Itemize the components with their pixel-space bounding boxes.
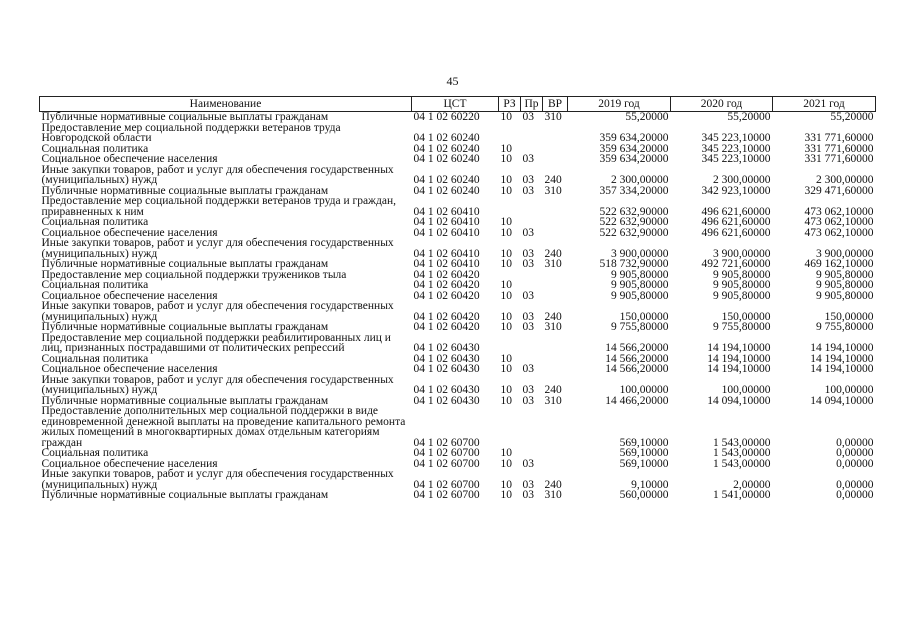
cell-2020: 14 094,10000 bbox=[707, 394, 771, 407]
cell-rz bbox=[499, 333, 521, 354]
column-header-pr: Пр bbox=[521, 97, 543, 112]
cell-name: Предоставление дополнительных мер социальной поддержки в виде единовременной денежной выплаты на проведение капитального ремонта жилых помещений в многоквартирных домах отдельным категориям граждан bbox=[41, 405, 406, 449]
cell-name: Социальная политика bbox=[41, 447, 149, 459]
cell-pr: 03 bbox=[522, 226, 534, 239]
page-number: 45 bbox=[446, 74, 459, 88]
cell-cst: 04 1 02 60420 bbox=[413, 279, 480, 291]
cell-name: Иные закупки товаров, работ и услуг для обеспечения государственных (муниципальных) нужд bbox=[41, 300, 394, 323]
cell-2021: 9 905,80000 bbox=[816, 268, 874, 281]
column-header-2019: 2019 год bbox=[568, 97, 671, 112]
cell-cst: 04 1 02 60700 bbox=[413, 478, 480, 491]
cell-2021: 331 771,60000 bbox=[804, 153, 874, 165]
cell-vr bbox=[543, 354, 568, 365]
table-row bbox=[40, 301, 876, 322]
cell-name: Социальная политика bbox=[41, 279, 149, 291]
cell-cst: 04 1 02 60700 bbox=[413, 436, 480, 449]
cell-2019: 560,00000 bbox=[619, 489, 669, 501]
cell-cst: 04 1 02 60430 bbox=[413, 363, 480, 375]
cell-name: Социальная политика bbox=[41, 352, 149, 365]
cell-2021: 9 755,80000 bbox=[816, 321, 874, 333]
cell-pr bbox=[521, 196, 543, 217]
cell-2019: 359 634,20000 bbox=[599, 132, 669, 144]
cell-rz: 10 bbox=[500, 216, 512, 228]
cell-vr bbox=[543, 196, 568, 217]
cell-2020: 14 194,10000 bbox=[707, 352, 771, 365]
cell-2019: 522 632,90000 bbox=[599, 205, 669, 218]
cell-name: Иные закупки товаров, работ и услуг для обеспечения государственных (муниципальных) нужд bbox=[41, 373, 394, 396]
cell-2021: 473 062,10000 bbox=[804, 226, 874, 239]
table-body bbox=[40, 112, 876, 501]
cell-vr: 310 bbox=[544, 184, 562, 197]
cell-cst: 04 1 02 60430 bbox=[413, 342, 480, 354]
cell-vr bbox=[543, 364, 568, 375]
cell-2021: 14 094,10000 bbox=[810, 394, 874, 407]
cell-2019: 3 900,00000 bbox=[611, 247, 669, 260]
cell-cst: 04 1 02 60240 bbox=[413, 174, 480, 186]
cell-2019: 359 634,20000 bbox=[599, 153, 669, 165]
cell-vr bbox=[543, 123, 568, 144]
cell-2020: 150,00000 bbox=[721, 310, 771, 323]
cell-2021: 0,00000 bbox=[836, 457, 874, 470]
column-header-vr: ВР bbox=[543, 97, 568, 112]
cell-2020: 9 905,80000 bbox=[713, 268, 771, 281]
cell-name: Публичные нормативные социальные выплаты гражданам bbox=[41, 321, 329, 333]
cell-2020: 492 721,60000 bbox=[701, 258, 771, 270]
cell-2020: 9 905,80000 bbox=[713, 279, 771, 291]
budget-table bbox=[39, 96, 876, 501]
cell-vr bbox=[543, 217, 568, 228]
cell-rz: 10 bbox=[500, 226, 512, 239]
cell-pr: 03 bbox=[522, 457, 534, 470]
cell-name: Публичные нормативные социальные выплаты гражданам bbox=[41, 258, 329, 270]
cell-vr bbox=[543, 270, 568, 281]
cell-vr bbox=[543, 406, 568, 448]
table-row bbox=[40, 112, 876, 123]
cell-2019: 9 905,80000 bbox=[611, 289, 669, 302]
cell-rz: 10 bbox=[500, 153, 512, 165]
cell-pr: 03 bbox=[522, 321, 534, 333]
cell-2021: 150,00000 bbox=[824, 310, 874, 323]
column-header-2021: 2021 год bbox=[773, 97, 876, 112]
cell-cst: 04 1 02 60420 bbox=[413, 310, 480, 323]
table-row bbox=[40, 238, 876, 259]
cell-vr: 310 bbox=[544, 394, 562, 407]
cell-vr: 310 bbox=[544, 258, 562, 270]
cell-cst: 04 1 02 60420 bbox=[413, 289, 480, 302]
cell-cst: 04 1 02 60410 bbox=[413, 205, 480, 218]
cell-vr: 310 bbox=[544, 489, 562, 501]
cell-2021: 14 194,10000 bbox=[810, 352, 874, 365]
cell-vr bbox=[543, 154, 568, 165]
cell-rz: 10 bbox=[500, 111, 512, 123]
table-row bbox=[40, 322, 876, 333]
cell-2021: 100,00000 bbox=[824, 384, 874, 396]
cell-cst: 04 1 02 60410 bbox=[413, 247, 480, 260]
cell-2019: 100,00000 bbox=[619, 384, 669, 396]
cell-2019: 518 732,90000 bbox=[599, 258, 669, 270]
cell-rz: 10 bbox=[500, 363, 512, 375]
cell-vr bbox=[543, 291, 568, 302]
cell-name: Публичные нормативные социальные выплаты гражданам bbox=[41, 184, 329, 197]
cell-cst: 04 1 02 60430 bbox=[413, 394, 480, 407]
cell-vr bbox=[543, 144, 568, 155]
cell-2019: 150,00000 bbox=[619, 310, 669, 323]
cell-2021: 3 900,00000 bbox=[816, 247, 874, 260]
cell-cst: 04 1 02 60430 bbox=[413, 352, 480, 365]
cell-2020: 3 900,00000 bbox=[713, 247, 771, 260]
cell-2019: 14 566,20000 bbox=[605, 352, 669, 365]
cell-name: Социальная политика bbox=[41, 142, 149, 155]
cell-2019: 55,20000 bbox=[625, 111, 669, 123]
cell-2021: 9 905,80000 bbox=[816, 289, 874, 302]
column-header-rz: РЗ bbox=[499, 97, 521, 112]
cell-name: Публичные нормативные социальные выплаты гражданам bbox=[41, 489, 329, 501]
cell-2020: 345 223,10000 bbox=[701, 132, 771, 144]
cell-2019: 522 632,90000 bbox=[599, 226, 669, 239]
column-header-cst: ЦСТ bbox=[412, 97, 499, 112]
table-row bbox=[40, 259, 876, 270]
cell-cst: 04 1 02 60240 bbox=[413, 132, 480, 144]
cell-rz bbox=[499, 406, 521, 448]
table-header-row bbox=[40, 97, 876, 112]
cell-2020: 55,20000 bbox=[727, 111, 771, 123]
cell-2020: 100,00000 bbox=[721, 384, 771, 396]
cell-cst: 04 1 02 60420 bbox=[413, 321, 480, 333]
cell-2019: 357 334,20000 bbox=[599, 184, 669, 197]
cell-name: Иные закупки товаров, работ и услуг для обеспечения государственных (муниципальных) нужд bbox=[41, 237, 394, 260]
cell-vr bbox=[543, 228, 568, 239]
cell-cst: 04 1 02 60220 bbox=[413, 111, 480, 123]
cell-2019: 2 300,00000 bbox=[611, 174, 669, 186]
cell-cst: 04 1 02 60410 bbox=[413, 258, 480, 270]
table-row bbox=[40, 123, 876, 144]
cell-2021: 55,20000 bbox=[830, 111, 874, 123]
cell-rz: 10 bbox=[500, 289, 512, 302]
table-row bbox=[40, 217, 876, 228]
cell-pr: 03 bbox=[522, 153, 534, 165]
cell-name: Публичные нормативные социальные выплаты гражданам bbox=[41, 111, 329, 123]
table-row bbox=[40, 375, 876, 396]
table-row bbox=[40, 490, 876, 501]
cell-pr: 03 bbox=[522, 174, 534, 186]
cell-cst: 04 1 02 60410 bbox=[413, 216, 480, 228]
cell-2020: 342 923,10000 bbox=[701, 184, 771, 197]
table-row bbox=[40, 333, 876, 354]
cell-rz: 10 bbox=[500, 384, 512, 396]
cell-2021: 329 471,60000 bbox=[804, 184, 874, 197]
cell-rz: 10 bbox=[500, 310, 512, 323]
cell-cst: 04 1 02 60430 bbox=[413, 384, 480, 396]
cell-pr: 03 bbox=[522, 111, 534, 123]
cell-rz: 10 bbox=[500, 394, 512, 407]
cell-pr bbox=[521, 448, 543, 459]
cell-rz bbox=[499, 196, 521, 217]
cell-vr: 240 bbox=[544, 247, 562, 260]
cell-2020: 1 541,00000 bbox=[713, 489, 771, 501]
cell-2019: 569,10000 bbox=[619, 447, 669, 459]
cell-rz: 10 bbox=[500, 142, 512, 155]
cell-vr: 240 bbox=[544, 384, 562, 396]
cell-2020: 14 194,10000 bbox=[707, 363, 771, 375]
cell-name: Предоставление мер социальной поддержки ветеранов труда Новгородской области bbox=[41, 121, 341, 144]
cell-2021: 331 771,60000 bbox=[804, 132, 874, 144]
cell-2020: 14 194,10000 bbox=[707, 342, 771, 354]
cell-vr: 240 bbox=[544, 174, 562, 186]
cell-vr: 310 bbox=[544, 111, 562, 123]
cell-pr bbox=[521, 333, 543, 354]
cell-2019: 569,10000 bbox=[619, 457, 669, 470]
cell-pr bbox=[521, 280, 543, 291]
table-row bbox=[40, 280, 876, 291]
cell-vr: 310 bbox=[544, 321, 562, 333]
cell-2020: 1 543,00000 bbox=[713, 436, 771, 449]
cell-name: Иные закупки товаров, работ и услуг для обеспечения государственных (муниципальных) нужд bbox=[41, 163, 394, 186]
cell-cst: 04 1 02 60240 bbox=[413, 142, 480, 155]
cell-pr: 03 bbox=[522, 384, 534, 396]
cell-name: Социальное обеспечение населения bbox=[41, 153, 218, 165]
cell-rz: 10 bbox=[500, 447, 512, 459]
column-header-name: Наименование bbox=[40, 97, 412, 112]
cell-2021: 2 300,00000 bbox=[816, 174, 874, 186]
table-row bbox=[40, 406, 876, 448]
cell-2019: 522 632,90000 bbox=[599, 216, 669, 228]
cell-rz: 10 bbox=[500, 478, 512, 491]
cell-pr: 03 bbox=[522, 478, 534, 491]
cell-2020: 9 755,80000 bbox=[713, 321, 771, 333]
cell-rz: 10 bbox=[500, 279, 512, 291]
cell-pr: 03 bbox=[522, 310, 534, 323]
cell-name: Предоставление мер социальной поддержки тружеников тыла bbox=[41, 268, 347, 281]
cell-2020: 345 223,10000 bbox=[701, 153, 771, 165]
cell-2021: 0,00000 bbox=[836, 436, 874, 449]
cell-vr bbox=[543, 333, 568, 354]
cell-2019: 14 566,20000 bbox=[605, 363, 669, 375]
cell-2021: 473 062,10000 bbox=[804, 216, 874, 228]
cell-2019: 569,10000 bbox=[619, 436, 669, 449]
cell-pr bbox=[521, 123, 543, 144]
cell-2020: 496 621,60000 bbox=[701, 216, 771, 228]
cell-name: Социальное обеспечение населения bbox=[41, 457, 218, 470]
cell-2019: 9 755,80000 bbox=[611, 321, 669, 333]
cell-2021: 0,00000 bbox=[836, 447, 874, 459]
cell-pr bbox=[521, 217, 543, 228]
cell-2020: 496 621,60000 bbox=[701, 205, 771, 218]
cell-cst: 04 1 02 60410 bbox=[413, 226, 480, 239]
cell-rz: 10 bbox=[500, 457, 512, 470]
cell-2019: 9 905,80000 bbox=[611, 268, 669, 281]
cell-name: Социальное обеспечение населения bbox=[41, 363, 218, 375]
cell-2021: 14 194,10000 bbox=[810, 342, 874, 354]
cell-pr: 03 bbox=[522, 289, 534, 302]
cell-2021: 473 062,10000 bbox=[804, 205, 874, 218]
cell-2019: 14 566,20000 bbox=[605, 342, 669, 354]
cell-2021: 0,00000 bbox=[836, 478, 874, 491]
cell-name: Публичные нормативные социальные выплаты гражданам bbox=[41, 394, 329, 407]
cell-2021: 469 162,10000 bbox=[804, 258, 874, 270]
cell-name: Иные закупки товаров, работ и услуг для обеспечения государственных (муниципальных) нужд bbox=[41, 468, 394, 491]
cell-cst: 04 1 02 60240 bbox=[413, 184, 480, 197]
table-row bbox=[40, 196, 876, 217]
cell-cst: 04 1 02 60700 bbox=[413, 489, 480, 501]
cell-rz: 10 bbox=[500, 321, 512, 333]
cell-pr: 03 bbox=[522, 489, 534, 501]
cell-cst: 04 1 02 60700 bbox=[413, 447, 480, 459]
cell-vr: 240 bbox=[544, 310, 562, 323]
cell-rz: 10 bbox=[500, 489, 512, 501]
cell-cst: 04 1 02 60240 bbox=[413, 153, 480, 165]
cell-rz: 10 bbox=[500, 184, 512, 197]
cell-2020: 2,00000 bbox=[733, 478, 771, 491]
cell-2020: 345 223,10000 bbox=[701, 142, 771, 155]
cell-pr: 03 bbox=[522, 363, 534, 375]
cell-2020: 1 543,00000 bbox=[713, 457, 771, 470]
cell-rz: 10 bbox=[500, 258, 512, 270]
cell-2021: 9 905,80000 bbox=[816, 279, 874, 291]
cell-rz: 10 bbox=[500, 247, 512, 260]
cell-name: Социальная политика bbox=[41, 216, 149, 228]
table-row bbox=[40, 154, 876, 165]
cell-2021: 14 194,10000 bbox=[810, 363, 874, 375]
column-header-2020: 2020 год bbox=[671, 97, 773, 112]
cell-vr bbox=[543, 448, 568, 459]
cell-2020: 2 300,00000 bbox=[713, 174, 771, 186]
cell-2020: 9 905,80000 bbox=[713, 289, 771, 302]
cell-2021: 331 771,60000 bbox=[804, 142, 874, 155]
cell-vr bbox=[543, 459, 568, 470]
cell-cst: 04 1 02 60420 bbox=[413, 268, 480, 281]
table-row bbox=[40, 364, 876, 375]
cell-pr: 03 bbox=[522, 258, 534, 270]
cell-pr: 03 bbox=[522, 184, 534, 197]
cell-cst: 04 1 02 60700 bbox=[413, 457, 480, 470]
cell-rz bbox=[499, 123, 521, 144]
cell-2019: 9 905,80000 bbox=[611, 279, 669, 291]
table-row bbox=[40, 448, 876, 459]
cell-vr: 240 bbox=[544, 478, 562, 491]
cell-pr: 03 bbox=[522, 394, 534, 407]
cell-2019: 9,10000 bbox=[631, 478, 669, 491]
cell-rz: 10 bbox=[500, 352, 512, 365]
cell-name: Предоставление мер социальной поддержки ветеранов труда и граждан, приравненных к ним bbox=[41, 195, 396, 218]
cell-name: Предоставление мер социальной поддержки реабилитированных лиц и лиц, признанных пострадавшими от политических репрессий bbox=[41, 331, 391, 354]
cell-2019: 359 634,20000 bbox=[599, 142, 669, 155]
table-row bbox=[40, 165, 876, 186]
table-row bbox=[40, 469, 876, 490]
cell-2020: 496 621,60000 bbox=[701, 226, 771, 239]
cell-name: Социальное обеспечение населения bbox=[41, 226, 218, 239]
cell-rz: 10 bbox=[500, 174, 512, 186]
cell-name: Социальное обеспечение населения bbox=[41, 289, 218, 302]
cell-pr: 03 bbox=[522, 247, 534, 260]
cell-2021: 0,00000 bbox=[836, 489, 874, 501]
cell-pr bbox=[521, 406, 543, 448]
cell-2020: 1 543,00000 bbox=[713, 447, 771, 459]
cell-vr bbox=[543, 280, 568, 291]
cell-pr bbox=[521, 270, 543, 281]
cell-2019: 14 466,20000 bbox=[605, 394, 669, 407]
